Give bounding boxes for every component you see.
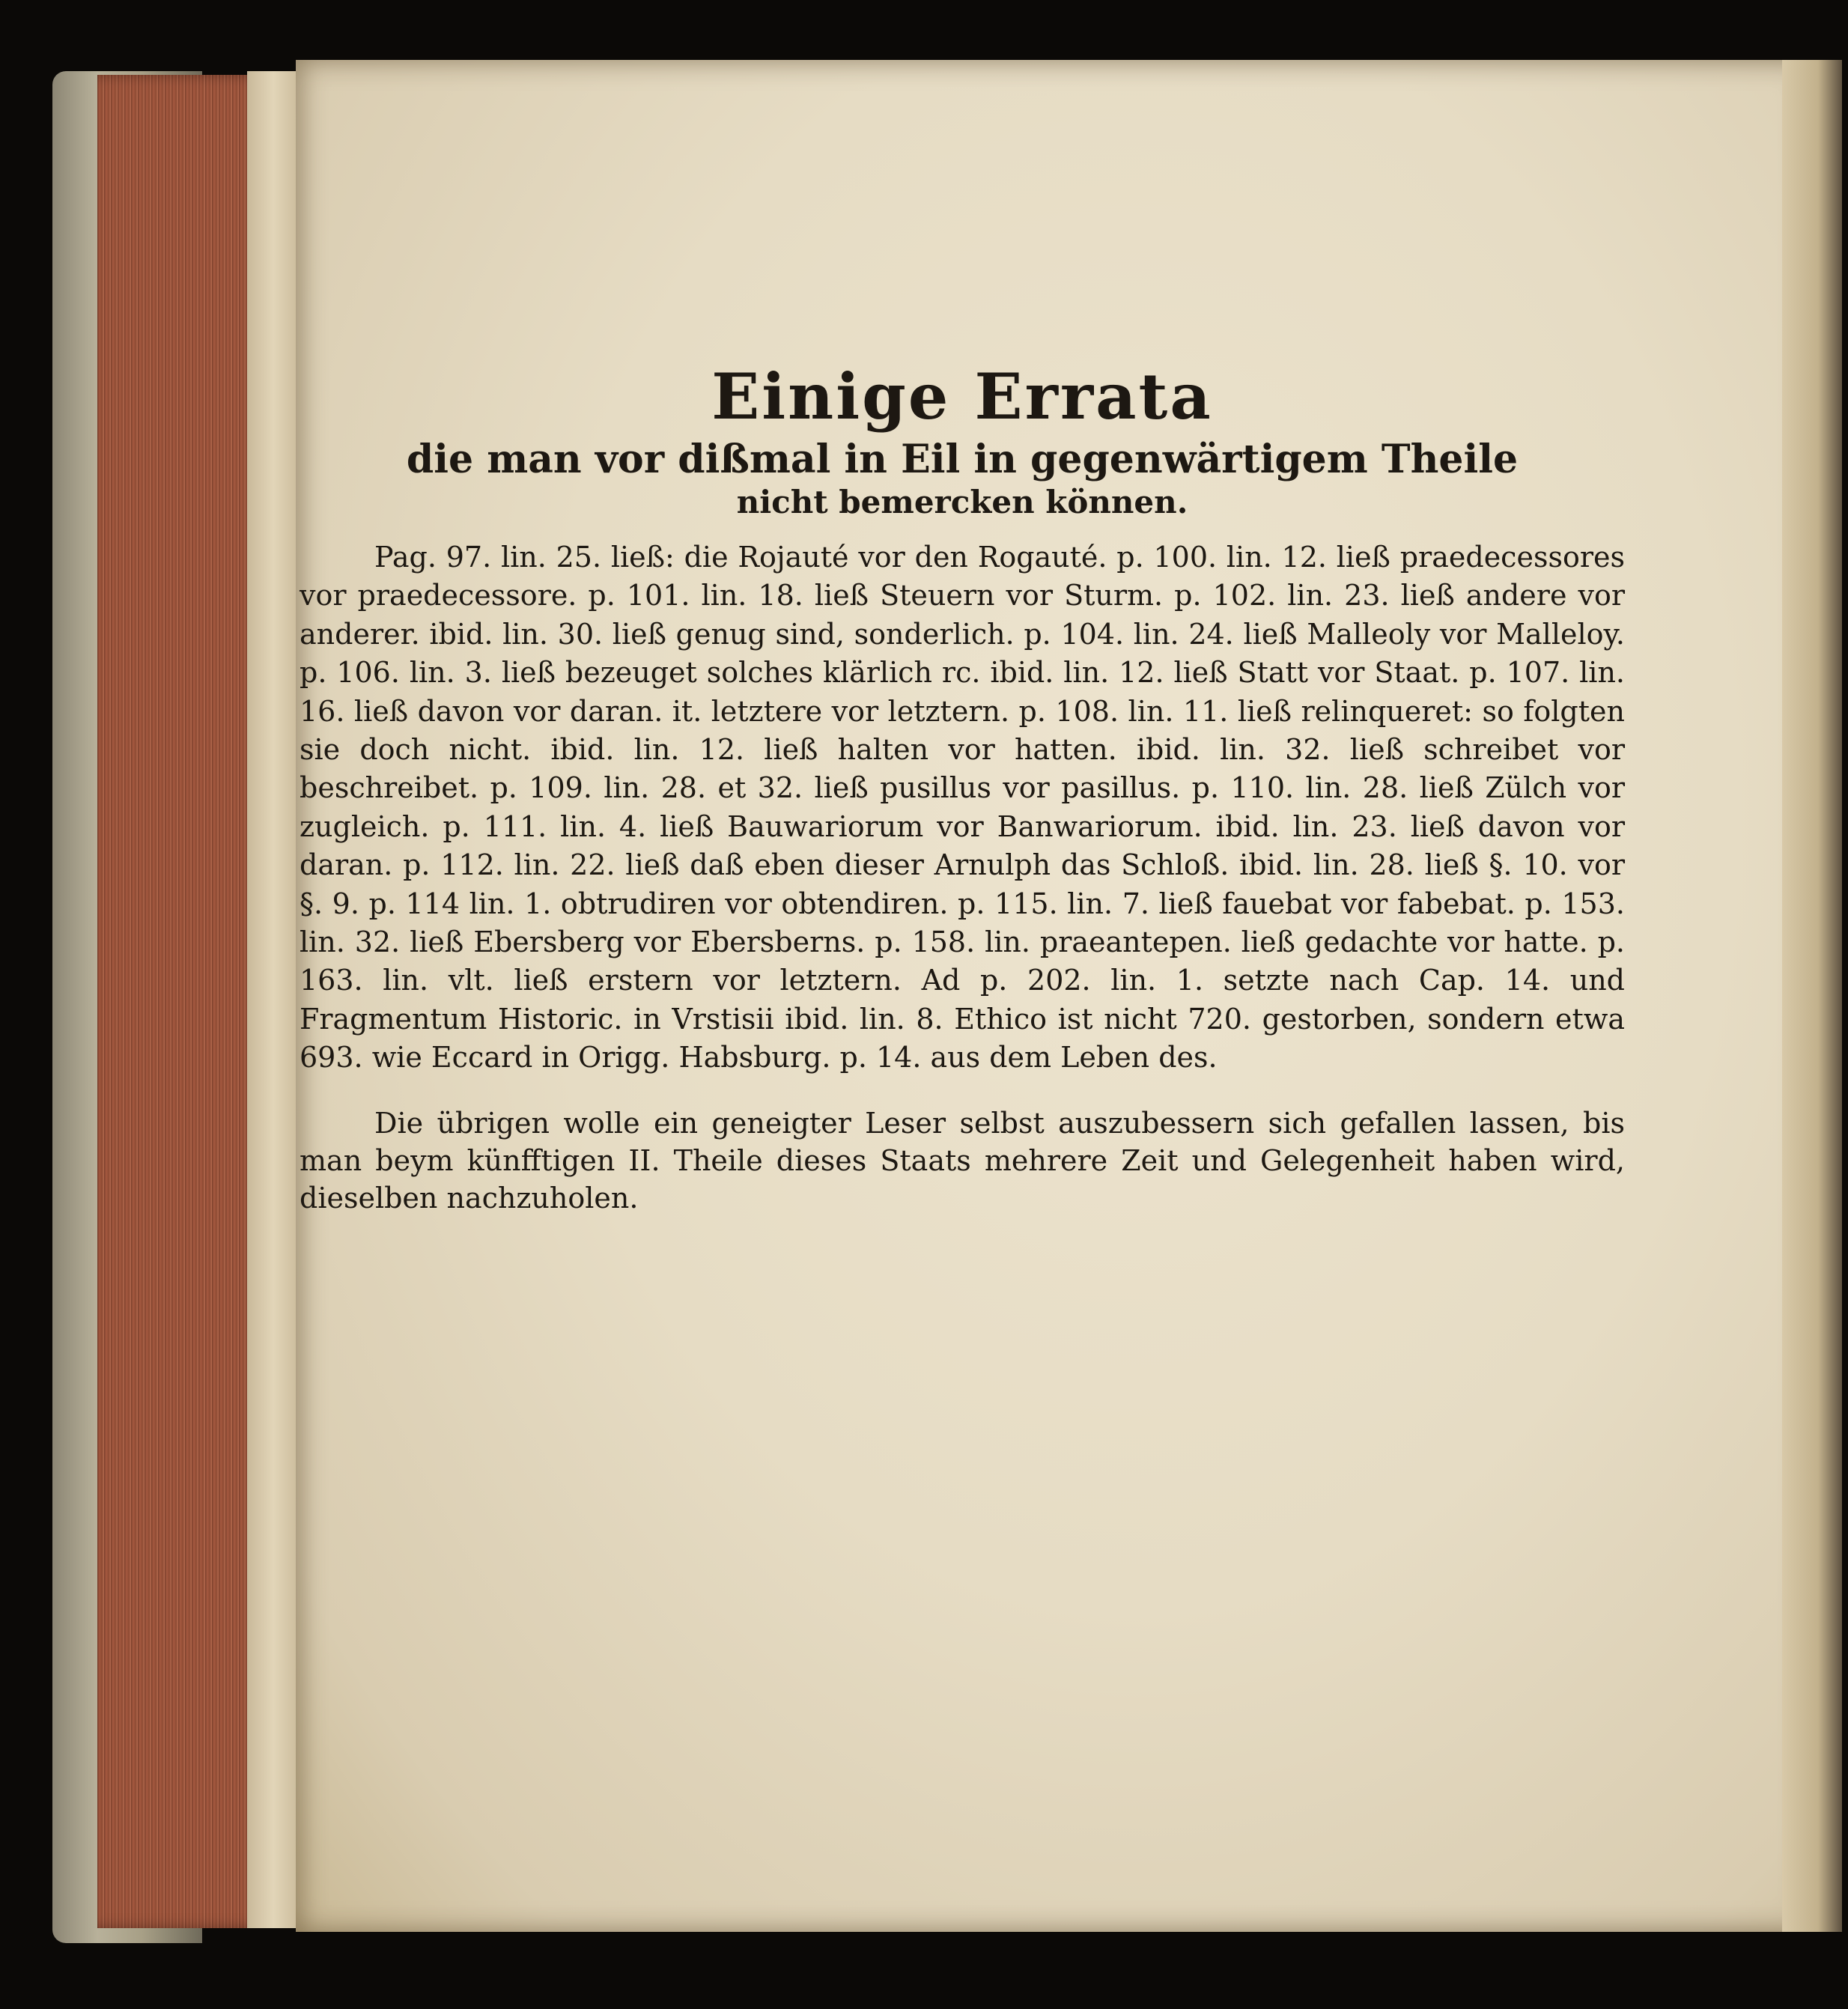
errata-title: Einige Errata	[711, 359, 1213, 434]
errata-list-paragraph: Pag. 97. lin. 25. ließ: die Rojauté vor den Rogauté. p. 100. lin. 12. ließ praedecessores vor praedecessore. p. 101. lin. 18. ließ Steuern vor Sturm. p. 102. lin. 23. ließ andere vor anderer. ibid. lin. 30. ließ genug sind, sonderlich. p. 104. lin. 24. ließ Malleoly vor Malleloy. p. 106. lin. 3. ließ bezeuget solches klärlich rc. ibid. lin. 12. ließ Statt vor Staat. p. 107. lin. 16. ließ davon vor daran. it. letztere vor letztern. p. 108. lin. 11. ließ relinqueret: so folgten sie doch nicht. ibid. lin. 12. ließ halten vor hatten. ibid. lin. 32. ließ schreibet vor beschreibet. p. 109. lin. 28. et 32. ließ pusillus vor pasillus. p. 110. lin. 28. ließ Zülch vor zugleich. p. 111. lin. 4. ließ Bauwariorum vor Banwariorum. ibid. lin. 23. ließ davon vor daran. p. 112. lin. 22. ließ daß eben dieser Arnulph das Schloß. ibid. lin. 28. ließ §. 10. vor §. 9. p. 114 lin. 1. obtrudiren vor obtendiren. p. 115. lin. 7. ließ fauebat vor fabebat. p. 153. lin. 32. ließ Ebersberg vor Ebersberns. p. 158. lin. praeantepen. ließ gedachte vor hatte. p. 163. lin. vlt. ließ erstern vor letztern. Ad p. 202. lin. 1. setzte nach Cap. 14. und Fragmentum Historic. in Vrstisii ibid. lin. 8. Ethico ist nicht 720. gestorben, sondern etwa 693. wie Eccard in Origg. Habsburg. p. 14. aus dem Leben des.	[300, 541, 1625, 1075]
errata-content	[300, 359, 1625, 1217]
page-stack-strip	[247, 71, 300, 1928]
errata-subtitle-line2: nicht bemercken können.	[736, 484, 1188, 520]
page-right-edge	[1782, 60, 1842, 1932]
errata-subtitle: die man vor dißmal in Eil in gegenwärtigem Theile	[406, 437, 1519, 482]
closing-paragraph: Die übrigen wolle ein geneigter Leser selbst auszubessern sich gefallen lassen, bis man beym künfftigen II. Theile dieses Staats mehrere Zeit und Gelegenheit haben wird, dieselben nachzuholen.	[300, 1106, 1625, 1215]
